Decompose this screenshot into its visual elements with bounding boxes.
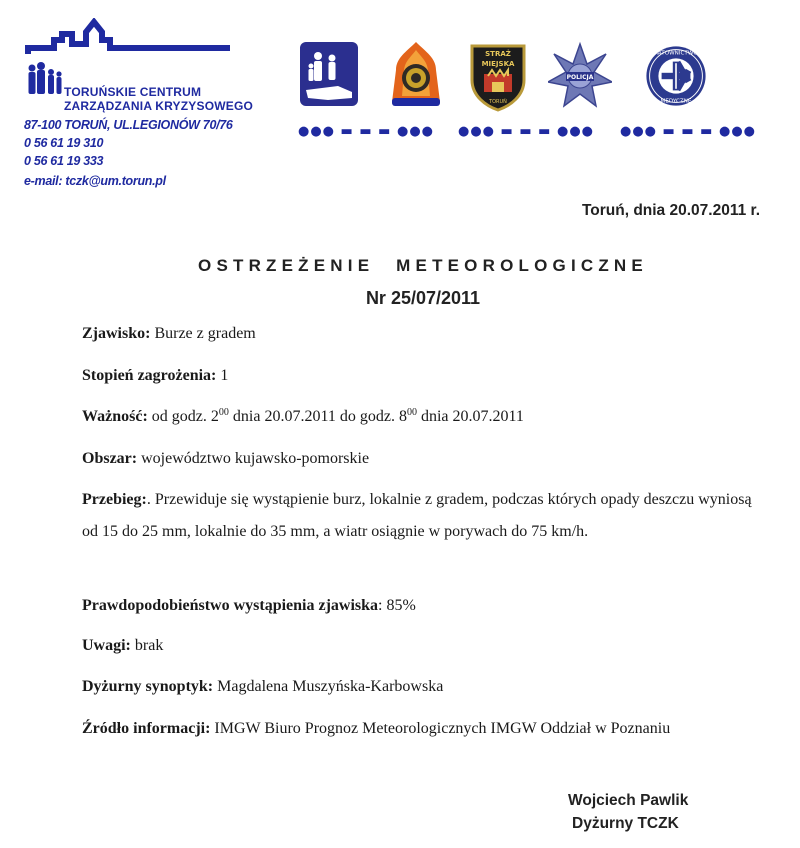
org-address: 87-100 TORUŃ, UL.LEGIONÓW 70/76: [24, 118, 233, 132]
svg-text:TORUŃ: TORUŃ: [489, 99, 507, 105]
dot-pattern-1: ●●● ▬ ▬ ▬ ●●●: [298, 124, 435, 139]
field-remarks: [82, 630, 762, 662]
field-threat-level: [82, 360, 762, 392]
field-synoptic: [82, 671, 762, 703]
fire-service-emblem: [384, 40, 448, 112]
phenomenon-label: Zjawisko:: [82, 325, 151, 342]
synoptic-value: Magdalena Muszyńska-Karbowska: [217, 678, 444, 695]
course-label: Przebieg:: [82, 491, 147, 508]
area-value: województwo kujawsko-pomorskie: [141, 450, 370, 467]
course-value: . Przewiduje się wystąpienie burz, lokalnie z gradem, podczas których opady deszczu wyniosą od 15 do 25 mm, lokalnie do 35 mm, a wiatr osiągnie w porywach do 75 km/h.: [82, 491, 752, 540]
svg-text:RATOWNICTWO: RATOWNICTWO: [654, 50, 698, 57]
validity-from-minutes: 00: [218, 407, 229, 418]
field-probability: [82, 590, 762, 622]
dot-pattern-3: ●●● ▬ ▬ ▬ ●●●: [620, 124, 757, 139]
org-email: e-mail: tczk@um.torun.pl: [24, 174, 166, 188]
svg-text:MIEJSKA: MIEJSKA: [481, 60, 515, 68]
probability-label: Prawdopodobieństwo wystąpienia zjawiska: [82, 597, 379, 614]
validity-to-minutes: 00: [406, 407, 417, 418]
source-label: Źródło informacji:: [82, 720, 211, 737]
field-area: [82, 443, 762, 475]
field-validity: [82, 401, 762, 433]
threat-label: Stopień zagrożenia:: [82, 367, 217, 384]
probability-value: : 85%: [378, 597, 416, 614]
synoptic-label: Dyżurny synoptyk:: [82, 678, 214, 695]
org-phone-2: 0 56 61 19 333: [24, 154, 104, 168]
area-label: Obszar:: [82, 450, 138, 467]
police-star-emblem: [548, 40, 612, 112]
field-phenomenon: [82, 318, 762, 350]
social-assistance-icon: [298, 40, 362, 112]
org-phone-1: 0 56 61 19 310: [24, 136, 104, 150]
field-source: [82, 713, 762, 745]
medical-rescue-emblem: [644, 40, 708, 112]
svg-text:STRAŻ: STRAŻ: [485, 50, 511, 58]
validity-label: Ważność:: [82, 408, 148, 425]
source-value: IMGW Biuro Prognoz Meteorologicznych IMGW Oddział w Poznaniu: [214, 720, 671, 737]
dot-pattern-2: ●●● ▬ ▬ ▬ ●●●: [458, 124, 595, 139]
field-course: [82, 484, 762, 548]
threat-value: 1: [220, 367, 229, 384]
phenomenon-value: Burze z gradem: [154, 325, 256, 342]
remarks-value: brak: [134, 637, 164, 654]
org-name-line2: ZARZĄDZANIA KRYZYSOWEGO: [64, 99, 254, 113]
validity-from: od godz. 2: [151, 408, 219, 425]
validity-mid: dnia 20.07.2011 do godz. 8: [228, 408, 407, 425]
document-title: OSTRZEŻENIE METEOROLOGICZNE: [198, 256, 648, 275]
validity-suffix: dnia 20.07.2011: [416, 408, 524, 425]
skyline-line: [24, 18, 254, 58]
svg-text:POLICJA: POLICJA: [566, 74, 594, 81]
signature-name: Wojciech Pawlik: [568, 792, 689, 809]
svg-text:MEDYCZNE: MEDYCZNE: [660, 98, 692, 105]
place-date: Toruń, dnia 20.07.2011 r.: [581, 202, 760, 219]
remarks-label: Uwagi:: [82, 637, 131, 654]
document-number: Nr 25/07/2011: [365, 288, 481, 308]
org-name-line1: TORUŃSKIE CENTRUM: [64, 85, 202, 99]
municipal-guard-emblem: [466, 40, 530, 112]
signature-role: Dyżurny TCZK: [572, 815, 679, 832]
